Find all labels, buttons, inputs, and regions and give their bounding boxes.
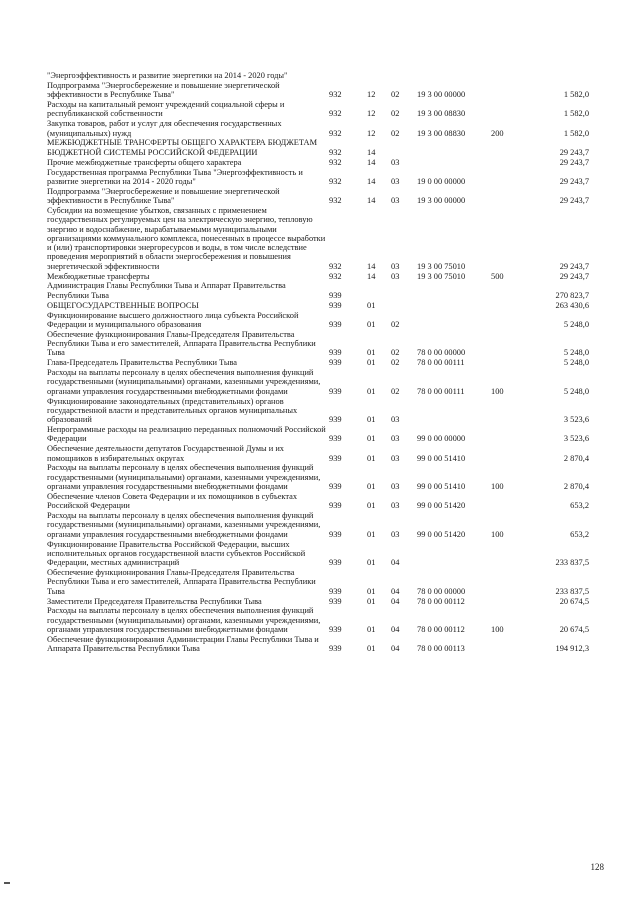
cell-vedom: 939: [329, 319, 342, 329]
cell-sum: 3 523,6: [563, 434, 589, 444]
cell-csr: 78 0 00 00112: [417, 596, 465, 606]
cell-vedom: 932: [329, 147, 342, 157]
table-row: [47, 158, 607, 167]
row-name: Функционирование законодательных (представительных) органов государственной власти и представительных органов муниципальных образований: [47, 396, 298, 425]
cell-vr: 200: [491, 128, 504, 138]
table-row: [47, 425, 607, 444]
cell-sum: 653,2: [570, 501, 589, 511]
cell-sum: 5 248,0: [563, 319, 589, 329]
cell-pr: 03: [391, 176, 400, 186]
cell-csr: 78 0 00 00000: [417, 586, 466, 596]
scan-edge-mark: [4, 882, 10, 884]
cell-csr: 78 0 00 00113: [417, 644, 465, 654]
cell-vedom: 939: [329, 290, 342, 300]
cell-csr: 19 3 00 00000: [417, 196, 466, 206]
row-name: Расходы на выплаты персоналу в целях обеспечения выполнения функций государственными (муниципальными) органами, казенными учреждениями, органами управления государственными внебюджетными фондами: [47, 368, 321, 396]
cell-vedom: 939: [329, 415, 342, 425]
budget-table: [47, 71, 607, 654]
cell-vedom: 939: [329, 358, 342, 368]
cell-csr: 78 0 00 00000: [417, 348, 466, 358]
cell-sum: 29 243,7: [559, 176, 589, 186]
row-name: Субсидии на возмещение убытков, связанных с применением государственных регулируемых цен на электрическую энергию, тепловую энергию и водоснабжение, вырабатываемыми муниципальными организациями коммунального комплекса, понесенных в процессе выработки и (или) транспортировки энергоресурсов и воды, в том числе вследствие проведения мероприятий в области энергосбережения и повышения энергетической эффективности: [47, 205, 326, 271]
cell-csr: 99 0 00 51410: [417, 482, 466, 492]
cell-rz: 14: [367, 176, 376, 186]
cell-vedom: 939: [329, 482, 342, 492]
cell-vedom: 939: [329, 434, 342, 444]
cell-sum: 29 243,7: [559, 261, 589, 271]
table-row: [47, 138, 607, 157]
cell-sum: 270 823,7: [555, 290, 589, 300]
row-name: Расходы на капитальный ремонт учреждений социальной сферы и республиканской собственности: [47, 100, 285, 119]
cell-csr: 99 0 00 51420: [417, 529, 466, 539]
table-row: [47, 81, 607, 100]
cell-pr: 02: [391, 109, 400, 119]
table-row: [47, 311, 607, 330]
table-row: [47, 206, 607, 271]
cell-vedom: 932: [329, 109, 342, 119]
row-name: Заместители Председателя Правительства Республики Тыва: [47, 596, 262, 606]
table-row: [47, 119, 607, 138]
cell-sum: 233 837,5: [555, 558, 589, 568]
cell-vr: 100: [491, 482, 504, 492]
cell-vedom: 939: [329, 348, 342, 358]
cell-vedom: 939: [329, 596, 342, 606]
cell-sum: 1 582,0: [563, 128, 589, 138]
cell-sum: 2 870,4: [563, 482, 589, 492]
cell-sum: 29 243,7: [559, 196, 589, 206]
cell-vedom: 939: [329, 453, 342, 463]
table-row: [47, 358, 607, 367]
cell-rz: 01: [367, 529, 376, 539]
cell-vedom: 932: [329, 128, 342, 138]
cell-pr: 03: [391, 453, 400, 463]
cell-pr: 02: [391, 348, 400, 358]
cell-pr: 03: [391, 157, 400, 167]
row-name: Обеспечение функционирования Главы-Председателя Правительства Республики Тыва и его заместителей, Аппарата Правительства Республики Тыва: [47, 568, 316, 596]
row-name: Подпрограмма "Энергосбережение и повышение энергетической эффективности в Республике Тыва": [47, 186, 280, 206]
cell-vedom: 932: [329, 261, 342, 271]
table-row: [47, 568, 607, 596]
table-row: [47, 492, 607, 511]
row-name: Обеспечение деятельности депутатов Государственной Думы и их помощников в избирательных округах: [47, 444, 284, 463]
cell-pr: 03: [391, 501, 400, 511]
cell-csr: 19 3 00 75010: [417, 261, 466, 271]
cell-pr: 04: [391, 596, 400, 606]
table-row: [47, 397, 607, 425]
cell-csr: 78 0 00 00112: [417, 625, 465, 635]
row-name: Администрация Главы Республики Тыва и Аппарат Правительства Республики Тыва: [47, 281, 286, 300]
cell-sum: 20 674,5: [559, 596, 589, 606]
cell-sum: 5 248,0: [563, 358, 589, 368]
cell-vedom: 932: [329, 90, 342, 100]
cell-sum: 20 674,5: [559, 625, 589, 635]
table-row: [47, 281, 607, 300]
table-row: [47, 187, 607, 206]
cell-csr: 19 3 00 08830: [417, 109, 466, 119]
cell-sum: 194 912,3: [555, 644, 589, 654]
cell-pr: 03: [391, 415, 400, 425]
cell-csr: 99 0 00 51410: [417, 453, 466, 463]
cell-pr: 04: [391, 586, 400, 596]
row-name: Государственная программа Республики Тыва "Энергоэффективность и развитие энергетики на 2014 - 2020 годы": [47, 167, 303, 186]
cell-rz: 01: [367, 482, 376, 492]
cell-rz: 01: [367, 501, 376, 511]
cell-rz: 01: [367, 558, 376, 568]
cell-sum: 29 243,7: [559, 147, 589, 157]
cell-sum: 2 870,4: [563, 453, 589, 463]
table-row: [47, 635, 607, 654]
cell-pr: 02: [391, 128, 400, 138]
cell-vedom: 939: [329, 529, 342, 539]
cell-rz: 01: [367, 300, 376, 310]
cell-pr: 02: [391, 358, 400, 368]
cell-pr: 03: [391, 196, 400, 206]
cell-csr: 99 0 00 00000: [417, 434, 466, 444]
cell-rz: 12: [367, 128, 376, 138]
cell-rz: 01: [367, 586, 376, 596]
cell-rz: 01: [367, 644, 376, 654]
row-name: Глава-Председатель Правительства Республики Тыва: [47, 358, 238, 368]
cell-sum: 3 523,6: [563, 415, 589, 425]
cell-vr: 100: [491, 529, 504, 539]
cell-vedom: 939: [329, 644, 342, 654]
cell-csr: 19 0 00 00000: [417, 176, 466, 186]
cell-pr: 03: [391, 434, 400, 444]
cell-pr: 04: [391, 625, 400, 635]
row-name: Непрограммные расходы на реализацию переданных полномочий Российской Федерации: [47, 425, 326, 444]
cell-csr: 19 3 00 00000: [417, 90, 466, 100]
cell-rz: 01: [367, 596, 376, 606]
table-row: [47, 272, 607, 281]
cell-rz: 01: [367, 434, 376, 444]
cell-rz: 12: [367, 90, 376, 100]
table-row: [47, 444, 607, 463]
cell-vedom: 939: [329, 625, 342, 635]
row-name: Обеспечение функционирования Главы-Председателя Правительства Республики Тыва и его заместителей, Аппарата Правительства Республики Тыва: [47, 329, 316, 358]
row-name: Закупка товаров, работ и услуг для обеспечения государственных (муниципальных) нужд: [47, 119, 282, 138]
cell-rz: 14: [367, 147, 376, 157]
cell-csr: 19 3 00 08830: [417, 128, 466, 138]
cell-rz: 12: [367, 109, 376, 119]
row-name: Расходы на выплаты персоналу в целях обеспечения выполнения функций государственными (муниципальными) органами, казенными учреждениями, органами управления государственными внебюджетными фондами: [47, 606, 321, 635]
cell-sum: 29 243,7: [559, 157, 589, 167]
cell-vedom: 939: [329, 386, 342, 396]
table-row: [47, 368, 607, 396]
cell-vedom: 932: [329, 157, 342, 167]
cell-vr: 100: [491, 625, 504, 635]
row-name: Прочие межбюджетные трансферты общего характера: [47, 157, 242, 167]
table-row: [47, 597, 607, 606]
cell-vedom: 932: [329, 196, 342, 206]
cell-pr: 04: [391, 558, 400, 568]
row-name: Функционирование высшего должностного лица субъекта Российской Федерации и муниципального образования: [47, 310, 299, 329]
cell-rz: 14: [367, 261, 376, 271]
cell-rz: 14: [367, 157, 376, 167]
cell-pr: 04: [391, 644, 400, 654]
cell-sum: 5 248,0: [563, 386, 589, 396]
cell-rz: 01: [367, 319, 376, 329]
row-name: Функционирование Правительства Российской Федерации, высших исполнительных органов государственной власти субъектов Российской Федерации, местных администраций: [47, 539, 306, 568]
cell-vedom: 939: [329, 586, 342, 596]
table-row: [47, 330, 607, 358]
page-number: 128: [590, 862, 604, 872]
row-name: Межбюджетные трансферты: [47, 271, 150, 281]
cell-pr: 03: [391, 529, 400, 539]
cell-rz: 01: [367, 348, 376, 358]
table-row: [47, 606, 607, 634]
cell-pr: 02: [391, 90, 400, 100]
row-name: Расходы на выплаты персоналу в целях обеспечения выполнения функций государственными (муниципальными) органами, казенными учреждениями, органами управления государственными внебюджетными фондами: [47, 463, 321, 492]
cell-pr: 02: [391, 319, 400, 329]
cell-rz: 14: [367, 271, 376, 281]
table-row: [47, 511, 607, 539]
cell-sum: 233 837,5: [555, 586, 589, 596]
cell-pr: 03: [391, 482, 400, 492]
row-name: Обеспечение функционирования Администрации Главы Республики Тыва и Аппарата Правительства Республики Тыва: [47, 634, 319, 654]
cell-vedom: 932: [329, 271, 342, 281]
cell-pr: 03: [391, 271, 400, 281]
cell-rz: 01: [367, 386, 376, 396]
row-name: МЕЖБЮДЖЕТНЫЕ ТРАНСФЕРТЫ ОБЩЕГО ХАРАКТЕРА БЮДЖЕТАМ БЮДЖЕТНОЙ СИСТЕМЫ РОССИЙСКОЙ ФЕДЕРАЦИИ: [47, 138, 318, 157]
cell-rz: 01: [367, 358, 376, 368]
cell-rz: 01: [367, 453, 376, 463]
cell-vedom: 932: [329, 176, 342, 186]
cell-rz: 01: [367, 415, 376, 425]
row-name: Обеспечение членов Совета Федерации и их помощников в субъектах Российской Федерации: [47, 491, 298, 511]
table-row: [47, 168, 607, 187]
cell-csr: 19 3 00 75010: [417, 271, 466, 281]
cell-pr: 02: [391, 386, 400, 396]
cell-sum: 263 430,6: [555, 300, 589, 310]
cell-vr: 100: [491, 386, 504, 396]
table-row: [47, 71, 607, 80]
table-row: [47, 301, 607, 310]
cell-rz: 14: [367, 196, 376, 206]
cell-vedom: 939: [329, 558, 342, 568]
cell-csr: 99 0 00 51420: [417, 501, 466, 511]
table-row: [47, 540, 607, 568]
cell-sum: 29 243,7: [559, 271, 589, 281]
cell-vr: 500: [491, 271, 504, 281]
cell-vedom: 939: [329, 501, 342, 511]
table-row: [47, 463, 607, 491]
cell-sum: 1 582,0: [563, 109, 589, 119]
cell-vedom: 939: [329, 300, 342, 310]
row-name: Расходы на выплаты персоналу в целях обеспечения выполнения функций государственными (муниципальными) органами, казенными учреждениями, органами управления государственными внебюджетными фондами: [47, 511, 321, 539]
cell-sum: 653,2: [570, 529, 589, 539]
cell-sum: 5 248,0: [563, 348, 589, 358]
table-row: [47, 100, 607, 119]
cell-csr: 78 0 00 00111: [417, 358, 465, 368]
cell-sum: 1 582,0: [563, 90, 589, 100]
cell-csr: 78 0 00 00111: [417, 386, 465, 396]
row-name: Подпрограмма "Энергосбережение и повышение энергетической эффективности в Республике Тыва": [47, 80, 280, 100]
row-name: ОБЩЕГОСУДАРСТВЕННЫЕ ВОПРОСЫ: [47, 300, 199, 310]
cell-rz: 01: [367, 625, 376, 635]
row-name: "Энергоэффективность и развитие энергетики на 2014 - 2020 годы": [47, 71, 288, 80]
cell-pr: 03: [391, 261, 400, 271]
